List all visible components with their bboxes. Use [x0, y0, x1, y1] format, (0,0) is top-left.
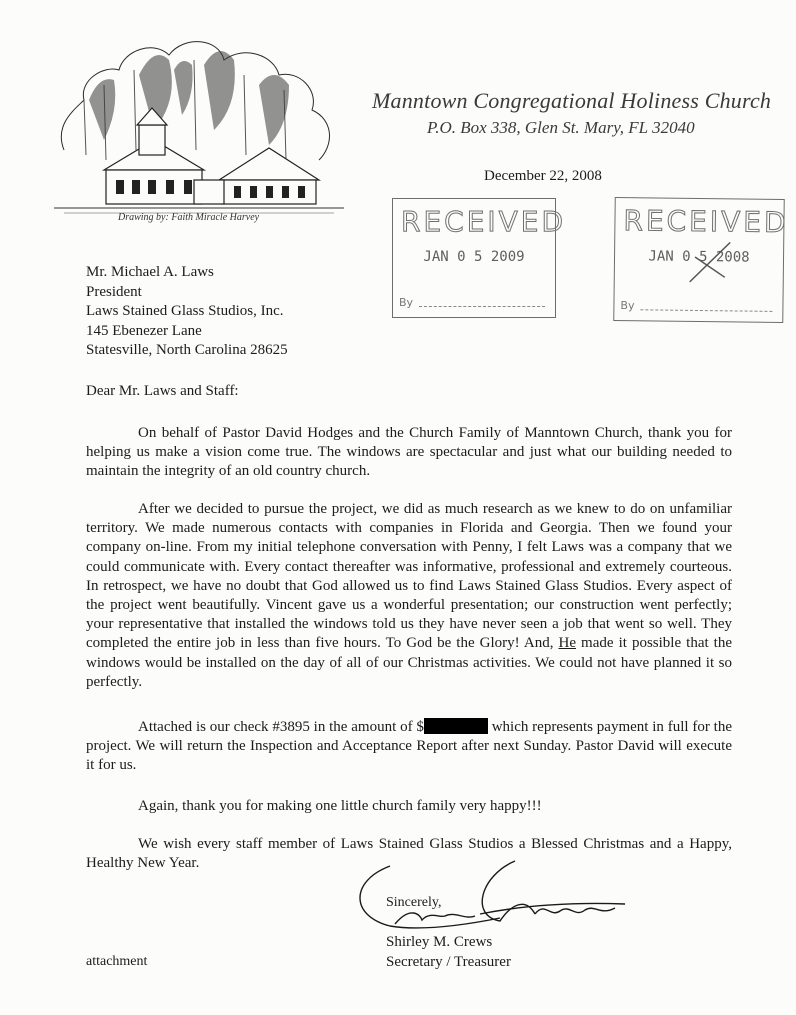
- strike-mark: [685, 237, 736, 288]
- salutation: Dear Mr. Laws and Staff:: [86, 383, 239, 399]
- stamp-title: RECEIVED: [623, 204, 789, 240]
- paragraph-text: After we decided to pursue the project, we did as much research as we knew to do on unfamiliar territory. We made numerous contacts with companies in Florida and Georgia. Then we found your company on-line. From my initial telephone conversation with Penny, I felt Laws was a company that we could communicate with. Every contact thereafter was informative, professional and extremely courteous. In retrospect, we have no doubt that God allowed us to find Laws Stained Glass Studios. Every aspect of the project went beautifully. Vincent gave us a wonderful presentation; our construction went perfectly; your representative that installed the windows told us they have never seen a job that went so well. They completed the entire job in less than five hours. To God be the Glory! And,: [86, 501, 732, 652]
- paragraph-text: Again, thank you for making one little church family very happy!!!: [138, 798, 542, 814]
- paragraph-text: On behalf of Pastor David Hodges and the Church Family of Manntown Church, thank you for helping us make a vision come true. The windows are spectacular and just what our building needed to maintain the integrity of an old country church.: [86, 425, 732, 480]
- signer-name: Shirley M. Crews: [386, 934, 493, 950]
- church-drawing: [44, 30, 354, 230]
- stamp-by-label: By: [620, 299, 635, 313]
- recipient-street: 145 Ebenezer Lane: [86, 322, 202, 339]
- stamp-date: JAN 0 5 2008: [648, 248, 750, 266]
- church-name: Manntown Congregational Holiness Church: [372, 88, 772, 113]
- recipient-name: Mr. Michael A. Laws: [86, 264, 214, 280]
- stamp-by-label: By: [399, 296, 414, 309]
- letter-date: December 22, 2008: [484, 168, 602, 184]
- body-paragraph: [86, 718, 732, 776]
- received-stamp: [613, 197, 789, 323]
- underlined-word: He: [558, 635, 576, 652]
- recipient-city: Statesville, North Carolina 28625: [86, 342, 288, 359]
- church-address: P.O. Box 338, Glen St. Mary, FL 32040: [427, 118, 695, 137]
- recipient-address: [86, 263, 288, 361]
- enclosure-note: attachment: [86, 954, 148, 969]
- stamp-title: RECEIVED: [401, 205, 567, 238]
- paragraph-text: We wish every staff member of Laws Stained Glass Studios a Blessed Christmas and a Happy, Healthy New Year.: [86, 836, 732, 872]
- redacted-amount: [424, 718, 488, 734]
- received-stamp: [392, 198, 567, 318]
- stamp-signature-line: [640, 309, 772, 312]
- body-paragraph: [86, 424, 732, 482]
- paragraph-text: which represents payment in full for the project. We will return the Inspection and Acceptance Report after next Sunday. Pastor David will execute it for us.: [86, 719, 732, 774]
- body-paragraph: [86, 797, 732, 816]
- recipient-title: President: [86, 283, 142, 300]
- paragraph-text: made it possible that the windows would be installed on the day of all of our Christmas activities. We could not have planned it so perfectly.: [86, 635, 733, 690]
- stamp-signature-line: [419, 306, 545, 307]
- paragraph-text: Attached is our check #3895 in the amount of $: [138, 719, 424, 735]
- closing: Sincerely,: [386, 895, 442, 910]
- signer-title: Secretary / Treasurer: [386, 954, 511, 970]
- recipient-company: Laws Stained Glass Studios, Inc.: [86, 303, 284, 320]
- body-paragraph: [86, 500, 732, 692]
- drawing-credit: Drawing by: Faith Miracle Harvey: [118, 212, 260, 223]
- stamp-date: JAN 0 5 2009: [423, 249, 525, 265]
